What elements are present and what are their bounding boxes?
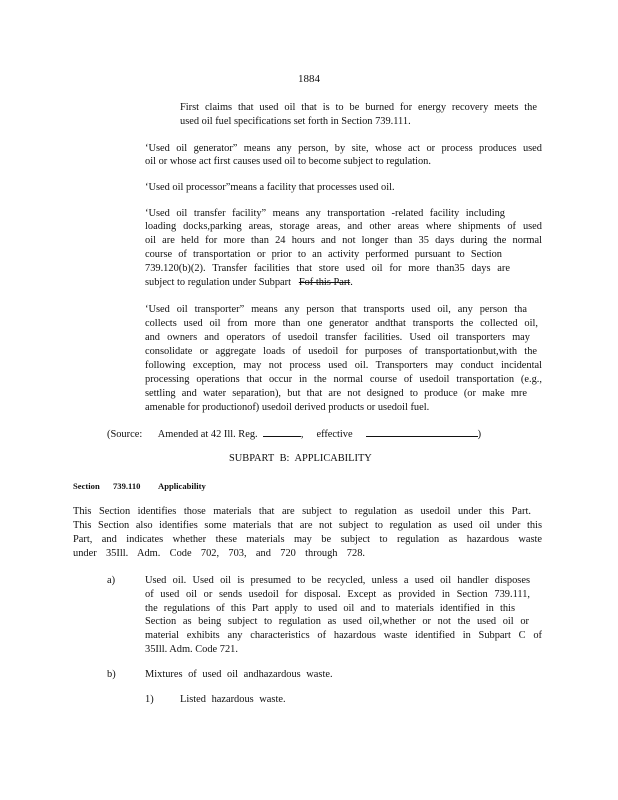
item-a-line-4: Section as being subject to regulation as used oil,whether or not the used oil or (145, 616, 529, 627)
section-number: 739.110 (113, 481, 141, 491)
transporter-definition-line-2: collects used oil from more than one generator andthat transports the collected oil, (145, 318, 538, 329)
effective-date-blank (366, 427, 478, 437)
generator-definition-line-2: oil or whose act first causes used oil to become subject to regulation. (145, 156, 431, 167)
intro-line-2: This Section also identifies some materials that are not subject to regulation as used oil under this (73, 520, 542, 531)
section-label: Section (73, 481, 100, 491)
first-claims-line-1: First claims that used oil that is to be burned for energy recovery meets the (180, 102, 537, 113)
transfer-last-text: subject to regulation under Subpart (145, 277, 292, 288)
item-a-line-3: the regulations of this Part apply to used oil and to materials identified in this (145, 603, 515, 614)
generator-definition-line-1: ‘Used oil generator” means any person, by site, whose act or process produces used (145, 143, 542, 154)
item-b1-text: Listed hazardous waste. (180, 694, 286, 705)
transfer-definition-line-6 (145, 276, 353, 289)
item-b-text: Mixtures of used oil andhazardous waste. (145, 669, 333, 680)
item-a-marker: a) (107, 575, 116, 586)
source-close: ) (477, 429, 482, 440)
transfer-definition-line-2: loading docks,parking areas, storage areas, and other areas where shipments of used (145, 221, 542, 232)
source-effective: effective (316, 429, 353, 440)
source-comma: , (300, 429, 304, 440)
transporter-definition-line-5: following exception, may not process used oil. Transporters may conduct incidental (145, 360, 542, 371)
item-a-line-1: Used oil. Used oil is presumed to be recycled, unless a used oil handler disposes (145, 575, 530, 586)
source-amended: Amended at 42 Ill. Reg. (157, 429, 258, 440)
item-a-line-5: material exhibits any characteristics of hazardous waste identified in Subpart C of (145, 630, 542, 641)
item-b-marker: b) (107, 669, 116, 680)
intro-line-1: This Section identifies those materials that are subject to regulation as usedoil under this Part. (73, 506, 531, 517)
transporter-definition-line-6: processing operations that occur in the normal course of usedoil transportation (e.g., (145, 374, 542, 385)
processor-definition: ‘Used oil processor”means a facility that processes used oil. (145, 182, 395, 193)
transfer-definition-line-4: course of transportation or prior to an activity performed pursuant to Section (145, 249, 502, 260)
transfer-definition-line-3: oil are held for more than 24 hours and not longer than 35 days during the normal (145, 235, 542, 246)
intro-line-4: under 35Ill. Adm. Code 702, 703, and 720 through 728. (73, 548, 365, 559)
source-prefix: (Source: (107, 429, 143, 440)
struck-text: Fof this Part (298, 277, 351, 288)
page-number: 1884 (298, 73, 320, 85)
transporter-definition-line-3: and owners and operators of usedoil transfer facilities. Used oil transporters may (145, 332, 530, 343)
transfer-definition-line-5: 739.120(b)(2). Transfer facilities that store used oil for more than35 days are (145, 263, 510, 274)
section-title: Applicability (158, 481, 206, 491)
transporter-definition-line-8: amenable for productionof) usedoil derived products or usedoil fuel. (145, 402, 430, 413)
item-b1-marker: 1) (145, 694, 154, 705)
source-note (107, 427, 481, 441)
first-claims-line-2: used oil fuel specifications set forth in Section 739.111. (180, 116, 411, 127)
intro-line-3: Part, and indicates whether these materials may be subject to regulation as hazardous waste (73, 534, 542, 545)
transfer-definition-line-1: ‘Used oil transfer facility” means any transportation -related facility including (145, 208, 505, 219)
transporter-definition-line-4: consolidate or aggregate loads of usedoil for purposes of transportationbut,with the (145, 346, 537, 357)
subpart-heading: SUBPART B: APPLICABILITY (229, 453, 372, 464)
transporter-definition-line-7: settling and water separation), but that are not designed to produce (or make mre (145, 388, 527, 399)
transfer-period: . (350, 277, 353, 288)
transporter-definition-line-1: ‘Used oil transporter” means any person that transports used oil, any person tha (145, 304, 527, 315)
item-a-line-2: of used oil or sends usedoil for disposal. Except as provided in Section 739.111, (145, 589, 530, 600)
item-a-line-6: 35Ill. Adm. Code 721. (145, 644, 238, 655)
register-blank (263, 427, 301, 437)
